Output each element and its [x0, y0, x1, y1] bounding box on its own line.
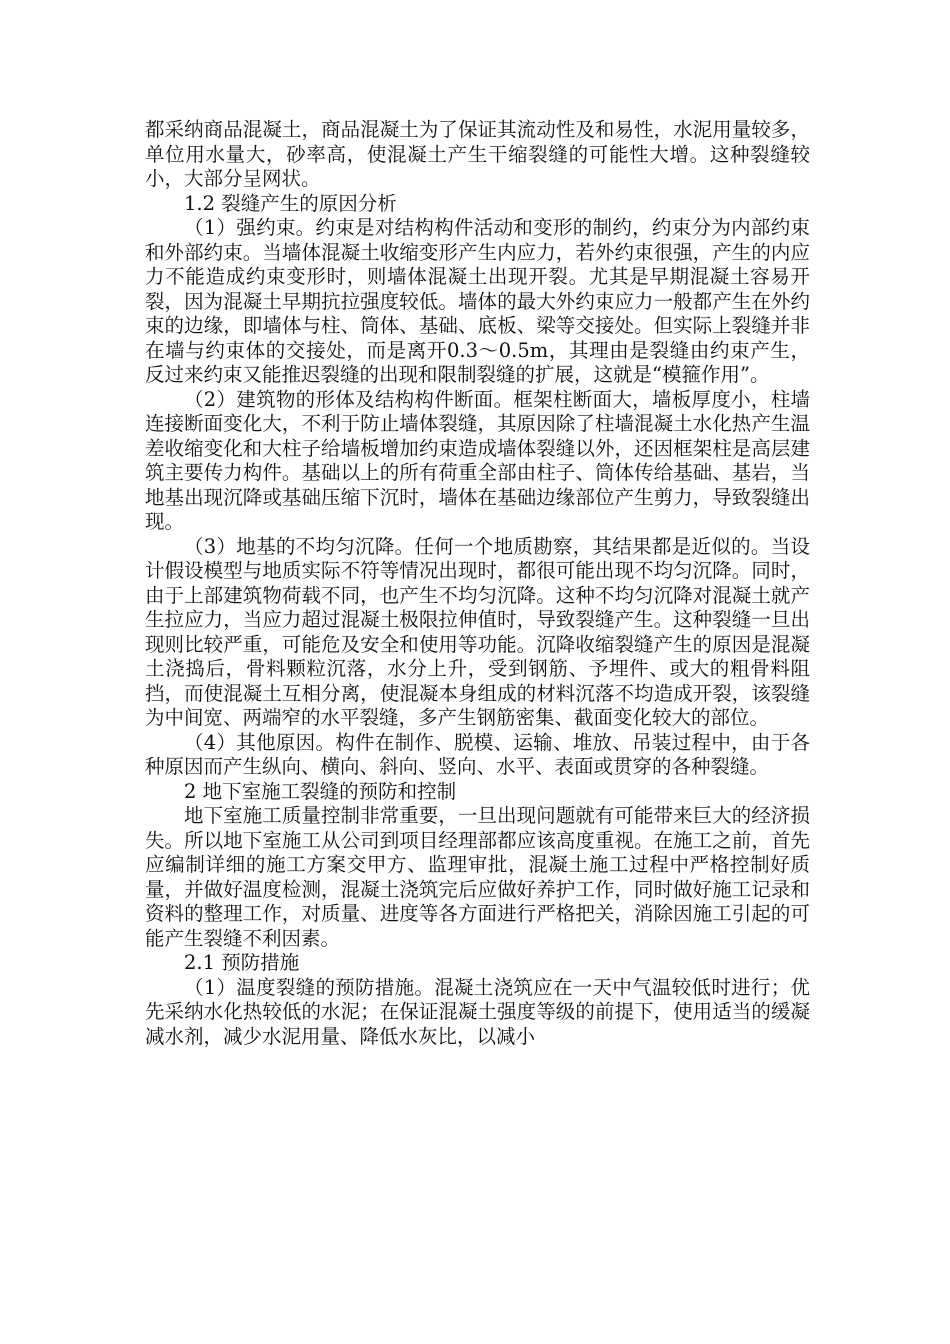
paragraph-other-causes: （4）其他原因。构件在制作、脱模、运输、堆放、吊装过程中，由于各种原因而产生纵向、横向、斜向、竖向、水平、表面或贯穿的各种裂缝。 — [145, 730, 810, 778]
section-heading-2: 2 地下室施工裂缝的预防和控制 — [184, 779, 457, 803]
paragraph-temperature-crack-prevention: （1）温度裂缝的预防措施。混凝土浇筑应在一天中气温较低时进行；优先采纳水化热较低的水泥；在保证混凝土强度等级的前提下，使用适当的缓凝减水剂，减少水泥用量、降低水灰比，以减小 — [145, 975, 810, 1048]
paragraph-basement-quality: 地下室施工质量控制非常重要，一旦出现问题就有可能带来巨大的经济损失。所以地下室施工从公司到项目经理部都应该高度重视。在施工之前，首先应编制详细的施工方案交甲方、监理审批，混凝土施工过程中严格控制好质量，并做好温度检测，混凝土浇筑完后应做好养护工作，同时做好施工记录和资料的整理工作，对质量、进度等各方面进行严格把关，消除因施工引起的可能产生裂缝不利因素。 — [145, 804, 810, 950]
paragraph-uneven-settlement: （3）地基的不均匀沉降。任何一个地质勘察，其结果都是近似的。当设计假设模型与地质实际不符等情况出现时，都很可能出现不均匀沉降。同时，由于上部建筑物荷载不同，也产生不均匀沉降。这种不均匀沉降对混凝土就产生拉应力，当应力超过混凝土极限拉伸值时，导致裂缝产生。这种裂缝一旦出现则比较严重，可能危及安全和使用等功能。沉降收缩裂缝产生的原因是混凝土浇捣后，骨料颗粒沉落，水分上升，受到钢筋、予埋件、或大的粗骨料阻挡，而使混凝土互相分离，使混凝本身组成的材料沉落不均造成开裂，该裂缝为中间宽、两端窄的水平裂缝，多产生钢筋密集、截面变化较大的部位。 — [145, 534, 810, 729]
paragraph-intro-continued: 都采纳商品混凝土，商品混凝土为了保证其流动性及和易性，水泥用量较多，单位用水量大，砂率高，使混凝土产生干缩裂缝的可能性大增。这种裂缝较小，大部分呈网状。 — [145, 118, 810, 190]
section-heading-2-1: 2.1 预防措施 — [184, 951, 300, 974]
paragraph-building-form: （2）建筑物的形体及结构构件断面。框架柱断面大，墙板厚度小，柱墙连接断面变化大，不利于防止墙体裂缝，其原因除了柱墙混凝土水化热产生温差收缩变化和大柱子给墙板增加约束造成墙体裂缝以外，还因框架柱是高层建筑主要传力构件。基础以上的所有荷重全部由柱子、筒体传给基础、基岩，当地基出现沉降或基础压缩下沉时，墙体在基础边缘部位产生剪力，导致裂缝出现。 — [145, 387, 810, 533]
section-heading-1-2: 1.2 裂缝产生的原因分析 — [184, 191, 397, 215]
paragraph-strong-constraint: （1）强约束。约束是对结构构件活动和变形的制约，约束分为内部约束和外部约束。当墙体混凝土收缩变形产生内应力，若外约束很强，产生的内应力不能造成约束变形时，则墙体混凝土出现开裂。尤其是早期混凝土容易开裂，因为混凝土早期抗拉强度较低。墙体的最大外约束应力一般都产生在外约束的边缘，即墙体与柱、筒体、基础、底板、梁等交接处。但实际上裂缝并非在墙与约束体的交接处，而是离开0.3～0.5m，其理由是裂缝由约束产生，反过来约束又能推迟裂缝的出现和限制裂缝的扩展，这就是“模箍作用”。 — [145, 216, 810, 386]
document-page — [145, 118, 810, 1049]
